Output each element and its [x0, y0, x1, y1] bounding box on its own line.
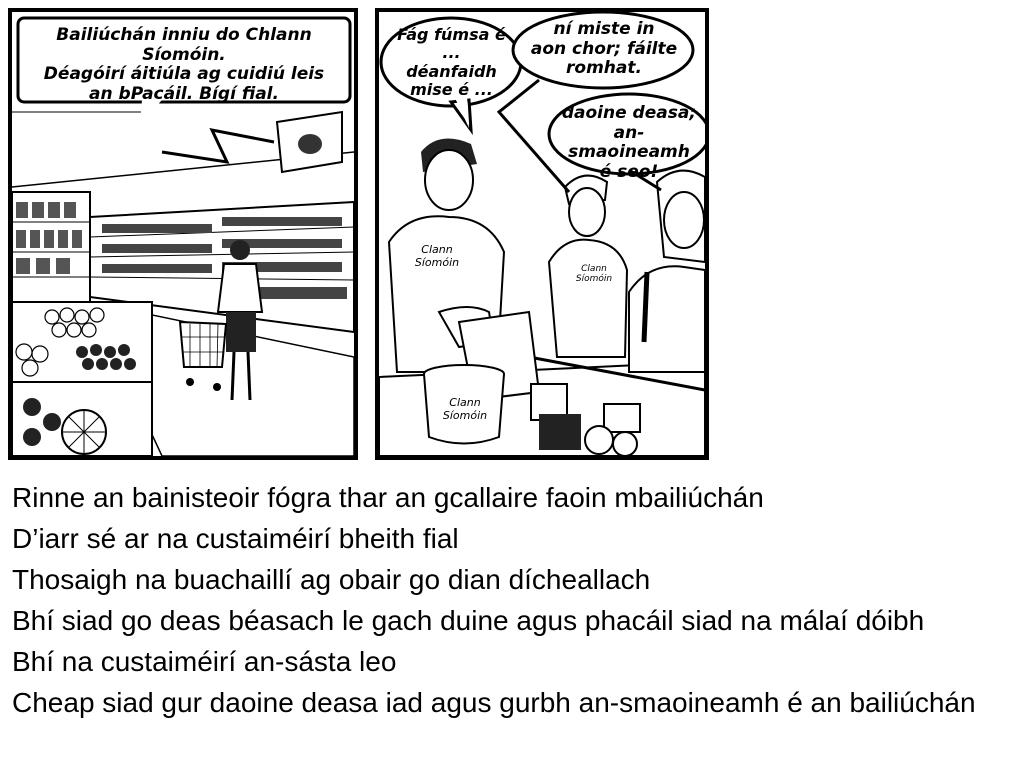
- comic-panel-supermarket: [8, 8, 358, 460]
- thought-line: romhat.: [566, 58, 642, 79]
- customer-figure: [629, 171, 705, 372]
- shirt-logo-boy2: [569, 264, 619, 285]
- boy-speech-line: Fág fúmsa é ...: [397, 25, 506, 63]
- shirt-logo-line: Clann: [581, 264, 607, 274]
- caption-line: D’iarr sé ar na custaiméirí bheith fial: [12, 523, 459, 554]
- thought-line: daoine deasa;: [561, 103, 697, 123]
- bucket-label-line: Síomóin: [442, 408, 488, 422]
- shirt-logo-boy1: [407, 244, 467, 269]
- thought-text-1: [524, 20, 684, 79]
- thought-line: ní miste in: [553, 19, 655, 39]
- thought-line: é seo!: [599, 161, 659, 182]
- shirt-logo-line: Síomóin: [575, 274, 613, 285]
- caption-line: Cheap siad gur daoine deasa iad agus gurbh an-smaoineamh é an bailiúchán: [12, 687, 976, 718]
- caption-line: Thosaigh na buachaillí ag obair go dian dícheallach: [12, 564, 651, 595]
- caption-line: Bhí siad go deas béasach le gach duine agus phacáil siad na málaí dóibh: [12, 605, 925, 636]
- shirt-logo-line: Clann: [421, 243, 453, 256]
- boy-speech-text: [389, 26, 514, 100]
- announcement-line: Déagóirí áitiúla ag cuidiú leis: [43, 64, 325, 85]
- announcement-text: [22, 26, 346, 104]
- bucket-label: [437, 397, 493, 422]
- thought-line: aon chor; fáilte: [530, 38, 678, 59]
- thought-line: an-smaoineamh: [568, 122, 690, 163]
- bucket-label-line: Clann: [449, 396, 481, 409]
- boy-speech-line: déanfaidh: [406, 61, 497, 81]
- shirt-logo-line: Síomóin: [414, 255, 460, 269]
- announcement-line: Bailiúchán inniu do Chlann Síomóin.: [56, 25, 312, 65]
- caption-line: Rinne an bainisteoir fógra thar an gcallaire faoin mbailiúchán: [12, 482, 764, 513]
- boy-speech-line: mise é ...: [410, 80, 493, 100]
- caption-line: Bhí na custaiméirí an-sásta leo: [12, 646, 397, 677]
- announcement-line: an bPacáil. Bígí fial.: [89, 83, 279, 104]
- thought-text-2: [555, 104, 703, 182]
- comic-panel-checkout: [375, 8, 709, 460]
- story-caption: [12, 477, 1017, 723]
